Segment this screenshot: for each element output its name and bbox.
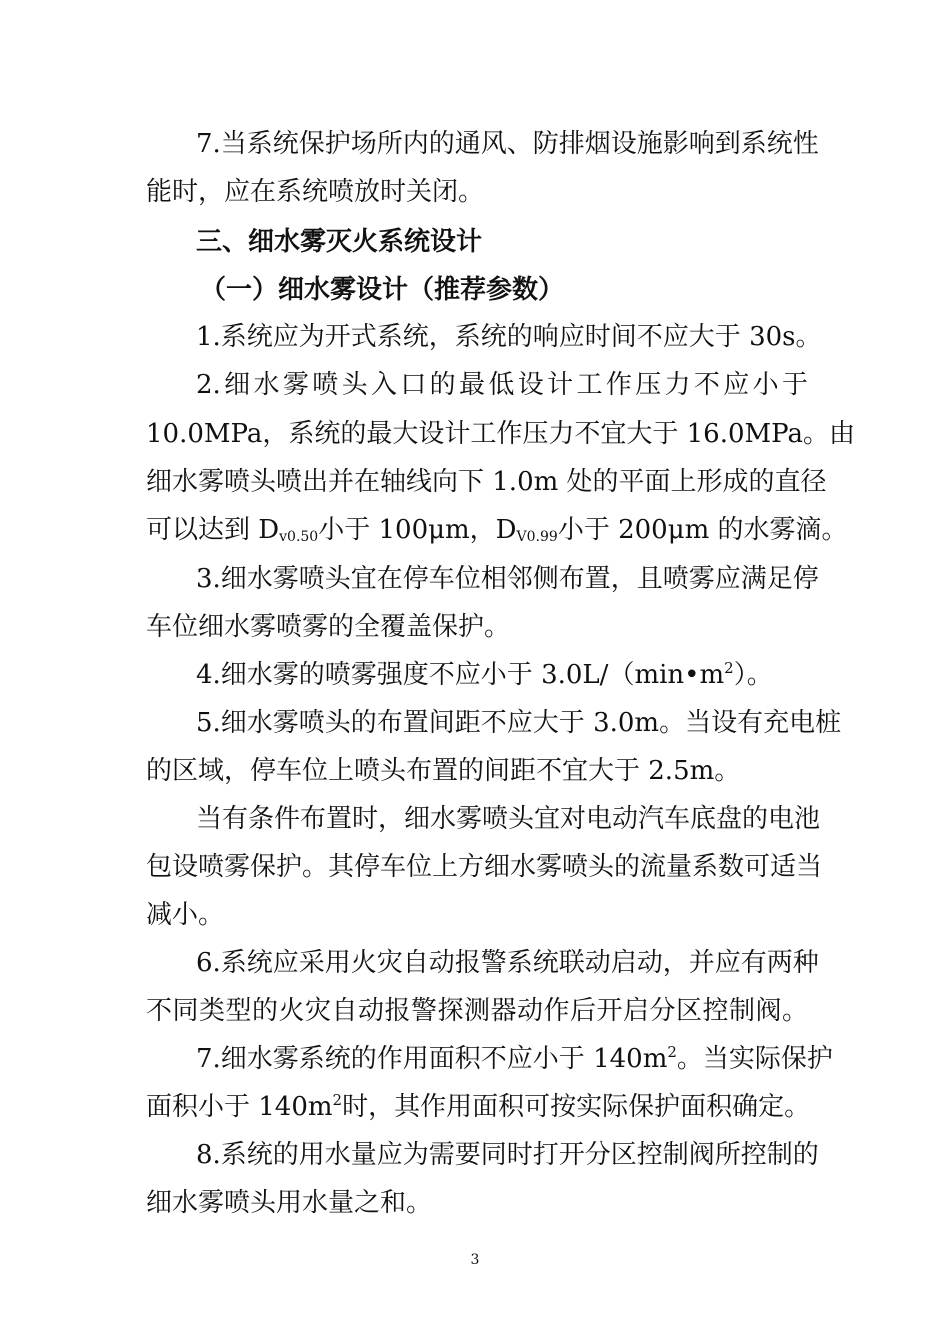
item-1: 1.系统应为开式系统，系统的响应时间不应大于 30s。 xyxy=(196,322,822,352)
item-2-line-3: 细水雾喷头喷出并在轴线向下 1.0m 处的平面上形成的直径 xyxy=(146,467,827,497)
paragraph-7-line-2: 能时，应在系统喷放时关闭。 xyxy=(146,177,485,207)
item-5-line-2: 的区域，停车位上喷头布置的间距不宜大于 2.5m。 xyxy=(146,756,741,786)
item-4-superscript: 2 xyxy=(724,659,734,677)
item-2-text-b: 小于 100μm，D xyxy=(318,515,517,545)
item-2-line-4 xyxy=(146,513,848,547)
item-8-line-1: 8.系统的用水量应为需要同时打开分区控制阀所控制的 xyxy=(196,1140,819,1170)
item-2-text-c: 小于 200μm 的水雾滴。 xyxy=(557,515,848,545)
item-3-line-2: 车位细水雾喷雾的全覆盖保护。 xyxy=(146,612,511,642)
item-3-line-1: 3.细水雾喷头宜在停车位相邻侧布置，且喷雾应满足停 xyxy=(196,564,819,594)
item-4 xyxy=(196,658,808,692)
dv050-subscript: v0.50 xyxy=(279,529,319,545)
item-8-line-2: 细水雾喷头用水量之和。 xyxy=(146,1188,433,1218)
item-2-line-2: 10.0MPa，系统的最大设计工作压力不宜大于 16.0MPa。由 xyxy=(146,419,855,449)
item-2-text-a: 可以达到 D xyxy=(146,515,280,545)
item-7-text-a: 7.细水雾系统的作用面积不应小于 140m xyxy=(196,1044,668,1074)
item-7-text-c: 面积小于 140m xyxy=(146,1092,333,1122)
dv099-subscript: V0.99 xyxy=(516,529,558,545)
paragraph-7-line-1: 7.当系统保护场所内的通风、防排烟设施影响到系统性 xyxy=(196,129,819,159)
item-6-line-2: 不同类型的火灾自动报警探测器动作后开启分区控制阀。 xyxy=(146,996,808,1026)
item-2-line-1: 2.细水雾喷头入口的最低设计工作压力不应小于 xyxy=(196,370,808,400)
item-7-text-d: 时，其作用面积可按实际保护面积确定。 xyxy=(342,1092,811,1122)
page-number: 3 xyxy=(470,1252,480,1268)
note-line-1: 当有条件布置时，细水雾喷头宜对电动汽车底盘的电池 xyxy=(196,804,821,834)
item-7-superscript-1: 2 xyxy=(667,1043,677,1061)
note-line-3: 减小。 xyxy=(146,900,225,930)
item-7-line-1 xyxy=(196,1042,833,1076)
section-heading: 三、细水雾灭火系统设计 xyxy=(196,227,483,257)
subsection-heading: （一）细水雾设计（推荐参数） xyxy=(200,275,565,305)
item-4-text-b: ）。 xyxy=(733,660,773,690)
item-6-line-1: 6.系统应采用火灾自动报警系统联动启动，并应有两种 xyxy=(196,948,819,978)
item-7-superscript-2: 2 xyxy=(332,1091,343,1109)
item-7-line-2 xyxy=(146,1090,811,1124)
item-7-text-b: 。当实际保护 xyxy=(676,1044,833,1074)
note-line-2: 包设喷雾保护。其停车位上方细水雾喷头的流量系数可适当 xyxy=(146,852,823,882)
item-4-text-a: 4.细水雾的喷雾强度不应小于 3.0L/（min•m xyxy=(196,660,725,690)
item-5-line-1: 5.细水雾喷头的布置间距不应大于 3.0m。当设有充电桩 xyxy=(196,708,842,738)
